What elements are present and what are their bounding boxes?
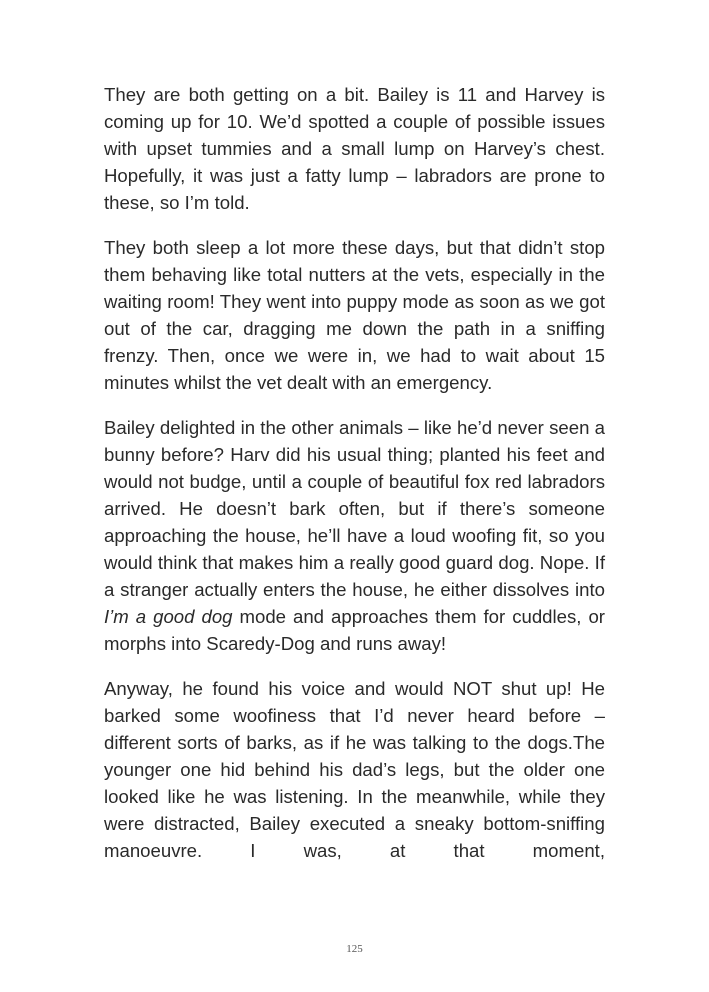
paragraph-1: They are both getting on a bit. Bailey is 11 and Harvey is coming up for 10. We’d spotted a couple of possible issues with upset tummies and a small lump on Harvey’s chest. Hopefully, it was just a fatty lump – labradors are prone to these, so I’m told.: [104, 84, 605, 213]
paragraph-2: They both sleep a lot more these days, but that didn’t stop them behaving like total nutters at the vets, especially in the waiting room! They went into puppy mode as soon as we got out of the car, dragging me down the path in a sniffing frenzy. Then, once we were in, we had to wait about 15 minutes whilst the vet dealt with an emergency.: [104, 237, 605, 393]
paragraph-3-before: Bailey delighted in the other animals – like he’d never seen a bunny before? Harv did his usual thing; planted his feet and would not budge, until a couple of beautiful fox red labradors arrived. He doesn’t bark often, but if there’s someone approaching the house, he’ll have a loud woofing fit, so you would think that makes him a really good guard dog. Nope. If a stranger actually enters the house, he either dissolves into: [104, 417, 605, 600]
paragraph-3: [104, 414, 605, 657]
page-number: 125: [346, 943, 363, 955]
italic-phrase: I’m a good dog: [104, 606, 233, 627]
paragraph-4: Anyway, he found his voice and would NOT shut up! He barked some woofiness that I’d never heard before – different sorts of barks, as if he was talking to the dogs.The younger one hid behind his dad’s legs, but the older one looked like he was listening. In the meanwhile, while they were distracted, Bailey executed a sneaky bottom-sniffing manoeuvre. I was, at that moment,: [104, 678, 605, 861]
page-body: [104, 81, 605, 864]
paragraph-3-after: mode and approaches them for cuddles, or morphs into Scaredy-Dog and runs away!: [104, 606, 605, 654]
